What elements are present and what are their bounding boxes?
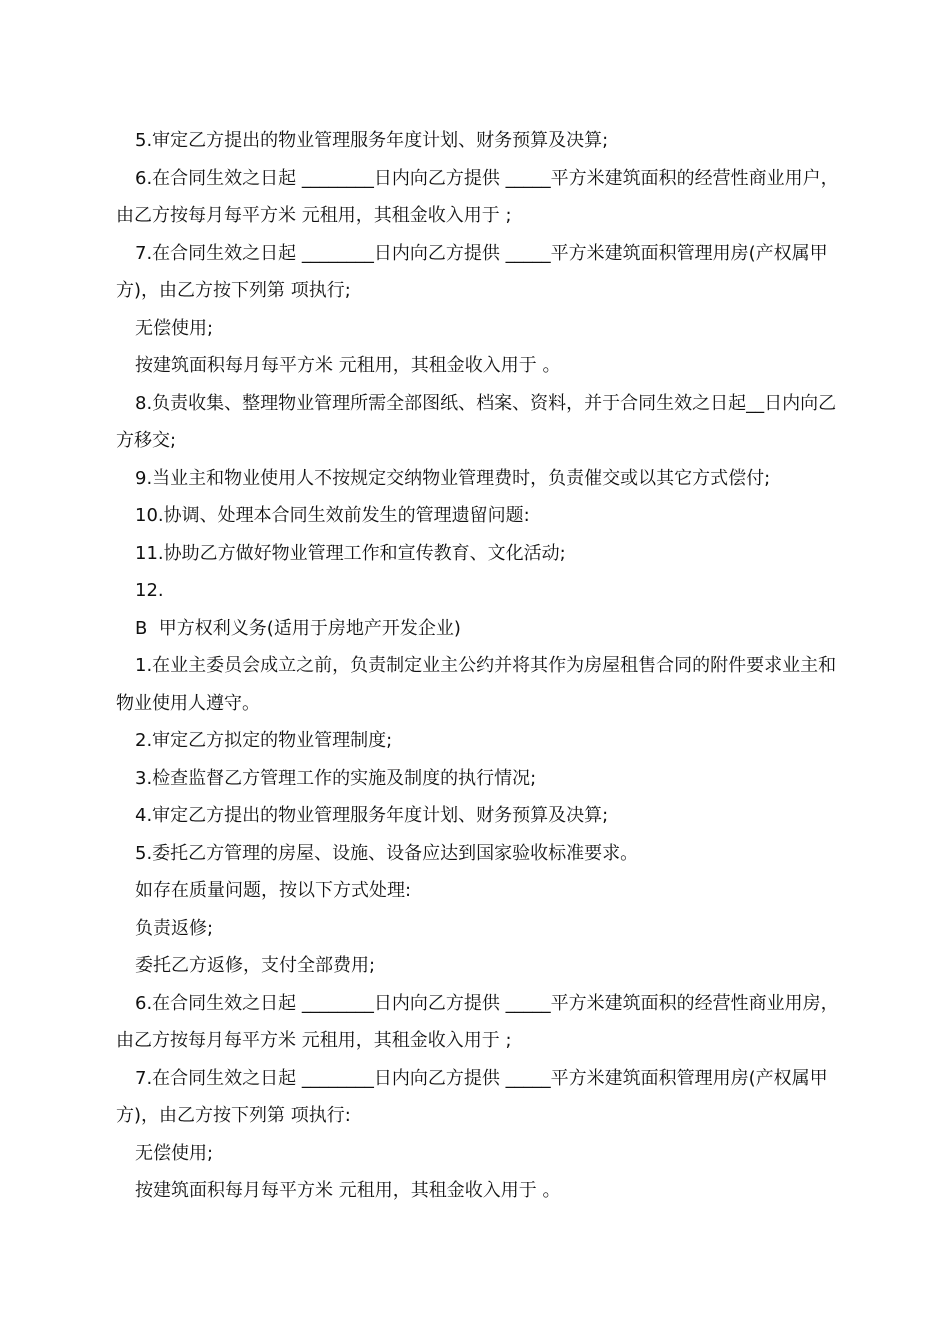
paragraph: 负责返修; [135, 917, 214, 939]
paragraph: 6.在合同生效之日起 ________日内向乙方提供 _____平方米建筑面积的经营性商业用户，由乙方按每月每平方米 元租用，其租金收入用于 ; [116, 167, 839, 226]
section-heading: B 甲方权利义务(适用于房地产开发企业) [135, 617, 461, 639]
paragraph: 7.在合同生效之日起 ________日内向乙方提供 _____平方米建筑面积管理用房(产权属甲方)，由乙方按下列第 项执行: [116, 1067, 828, 1126]
document-body [116, 122, 840, 1210]
paragraph: 12. [135, 580, 164, 601]
paragraph: 6.在合同生效之日起 ________日内向乙方提供 _____平方米建筑面积的经营性商业用房，由乙方按每月每平方米 元租用，其租金收入用于 ; [116, 992, 839, 1051]
paragraph: 1.在业主委员会成立之前，负责制定业主公约并将其作为房屋租售合同的附件要求业主和物业使用人遵守。 [116, 655, 837, 714]
paragraph: 7.在合同生效之日起 ________日内向乙方提供 _____平方米建筑面积管理用房(产权属甲方)，由乙方按下列第 项执行; [116, 242, 828, 301]
paragraph: 按建筑面积每月每平方米 元租用，其租金收入用于 。 [135, 355, 561, 376]
paragraph: 2.审定乙方拟定的物业管理制度; [135, 730, 393, 751]
paragraph: 无偿使用; [135, 1142, 214, 1164]
paragraph: 4.审定乙方提出的物业管理服务年度计划、财务预算及决算; [135, 805, 609, 826]
paragraph: 8.负责收集、整理物业管理所需全部图纸、档案、资料，并于合同生效之日起__日内向乙方移交; [116, 392, 837, 451]
paragraph: 委托乙方返修，支付全部费用; [135, 955, 376, 976]
paragraph: 如存在质量问题，按以下方式处理: [135, 880, 412, 901]
paragraph: 5.审定乙方提出的物业管理服务年度计划、财务预算及决算; [135, 130, 609, 151]
paragraph: 无偿使用; [135, 317, 214, 339]
paragraph: 11.协助乙方做好物业管理工作和宣传教育、文化活动; [135, 542, 566, 564]
paragraph: 9.当业主和物业使用人不按规定交纳物业管理费时，负责催交或以其它方式偿付; [135, 467, 771, 489]
paragraph: 3.检查监督乙方管理工作的实施及制度的执行情况; [135, 767, 537, 789]
paragraph: 10.协调、处理本合同生效前发生的管理遗留问题: [135, 505, 530, 526]
paragraph: 5.委托乙方管理的房屋、设施、设备应达到国家验收标准要求。 [135, 842, 639, 864]
paragraph: 按建筑面积每月每平方米 元租用，其租金收入用于 。 [135, 1180, 561, 1201]
